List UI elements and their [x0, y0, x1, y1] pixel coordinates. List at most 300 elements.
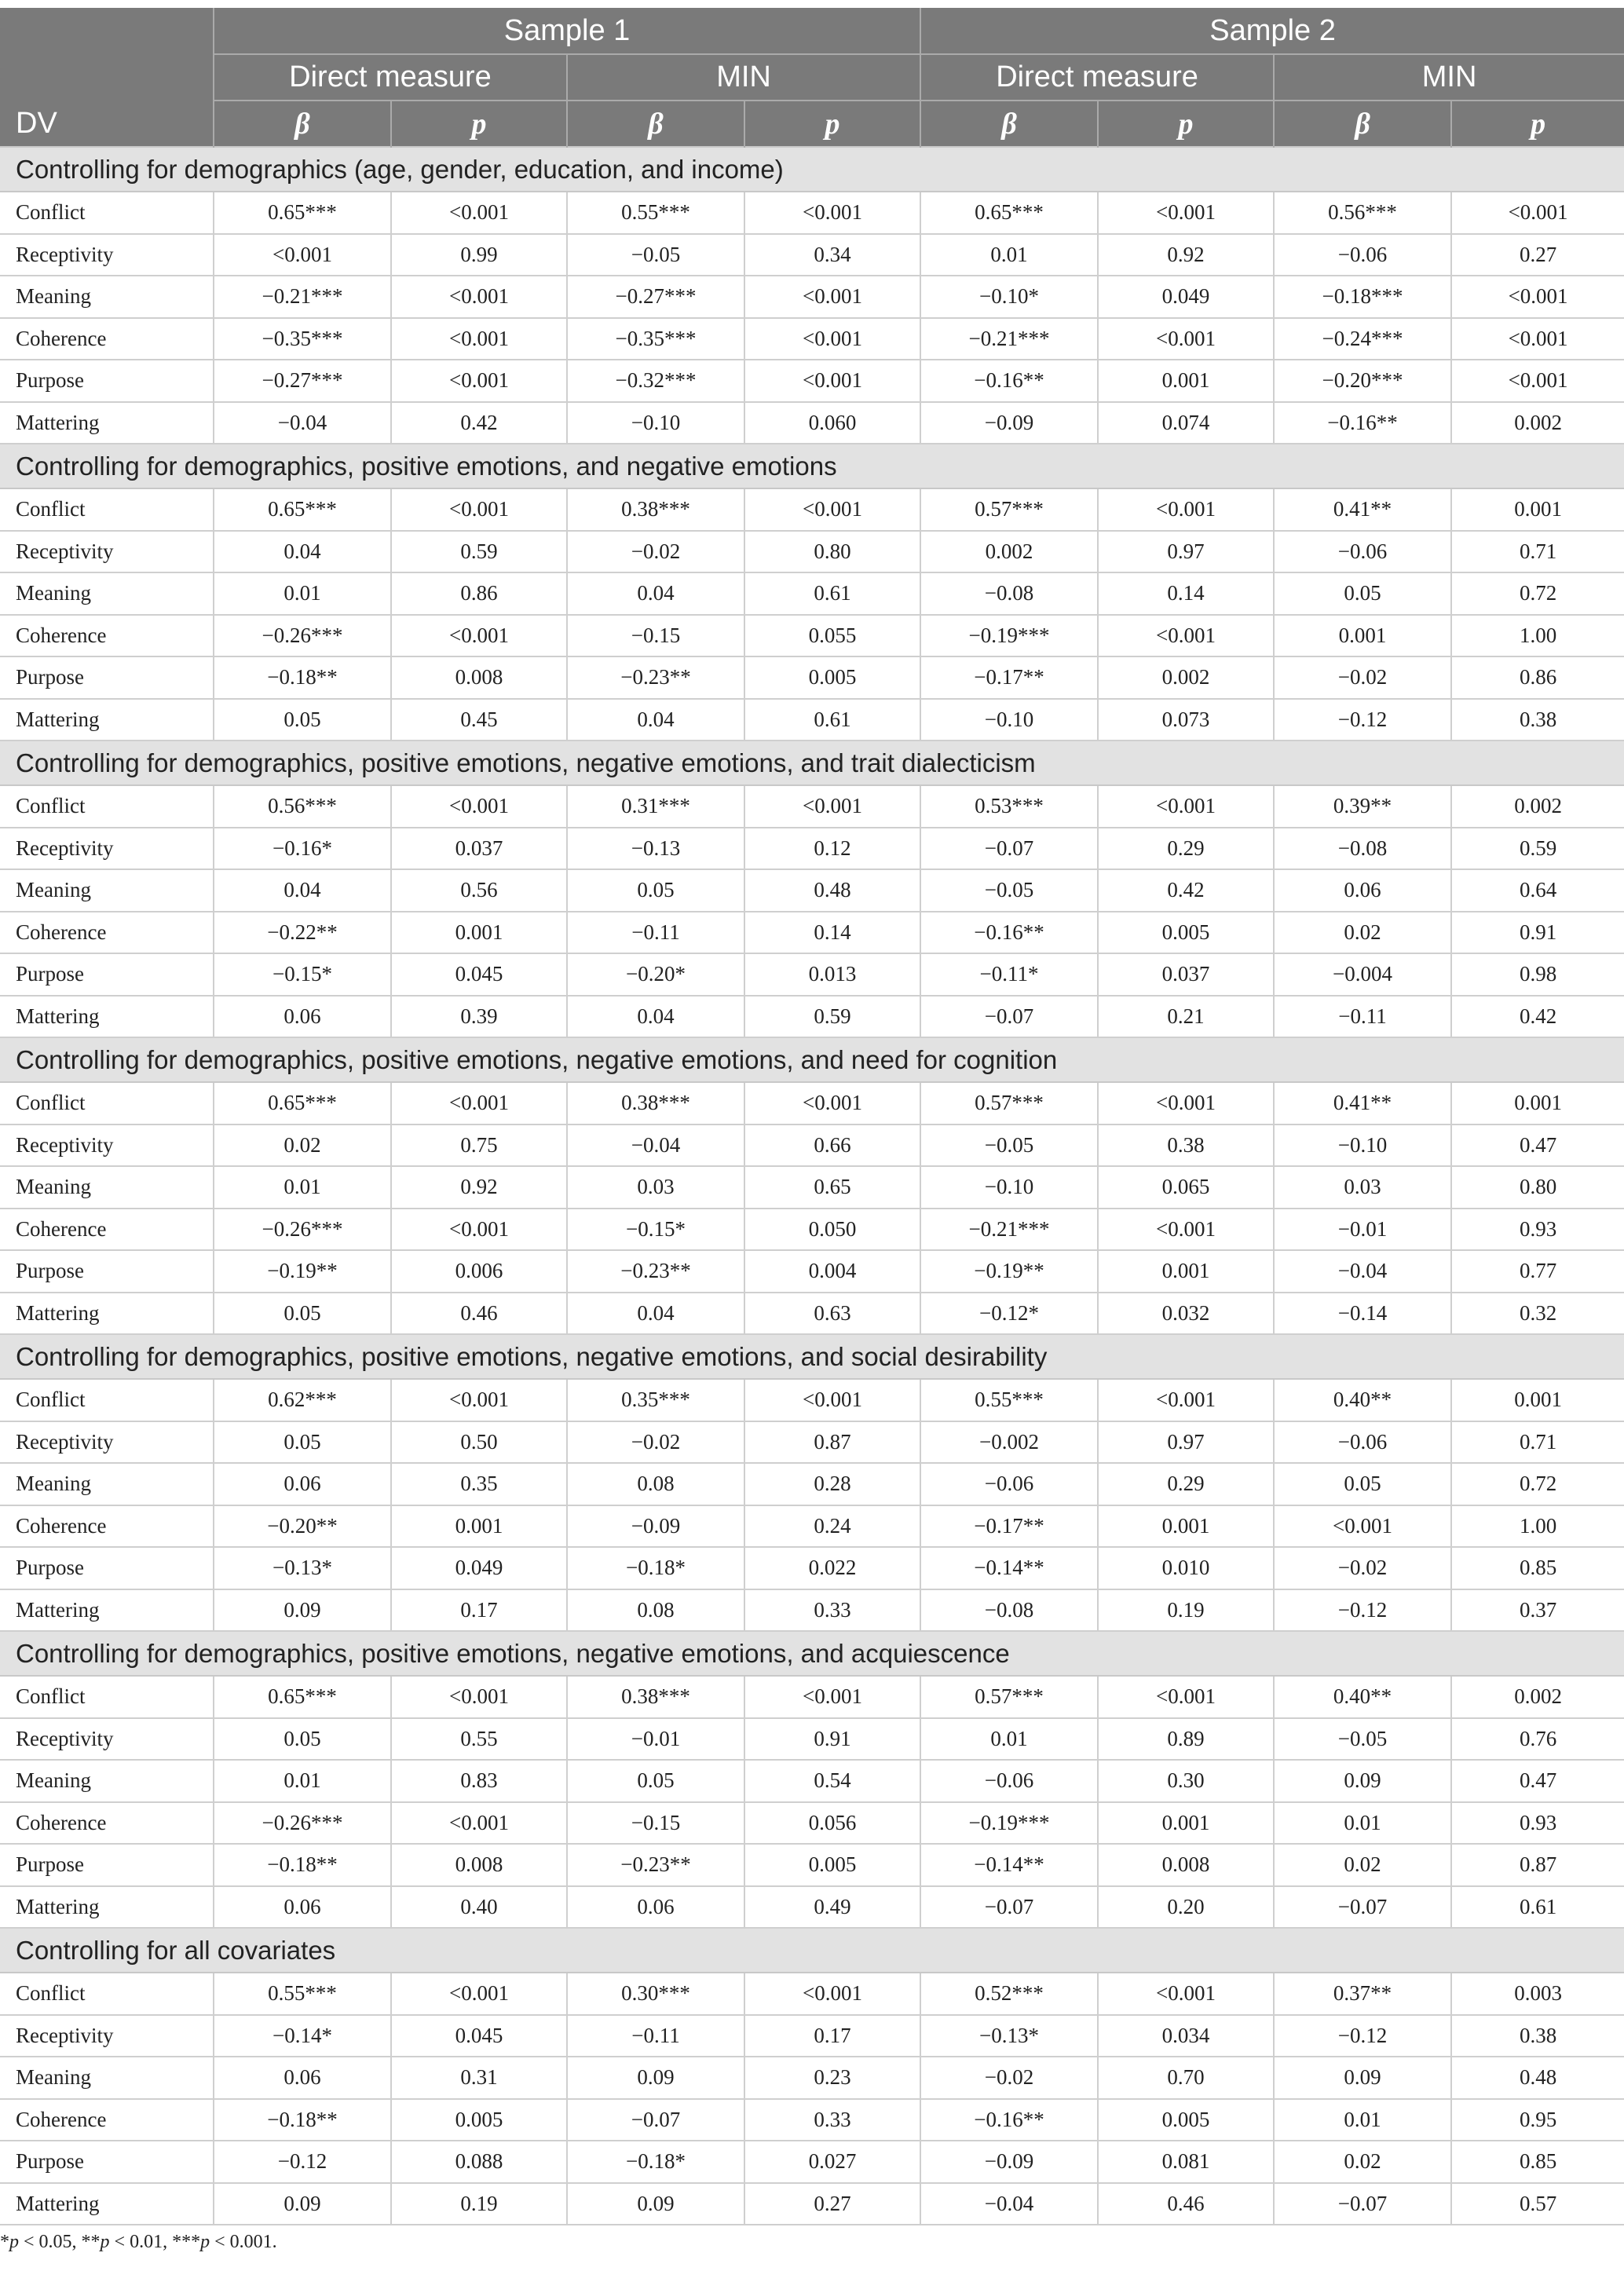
p-value-cell: 0.27: [744, 2183, 920, 2225]
table-row: [0, 1250, 1624, 1293]
beta-cell: 0.01: [920, 234, 1098, 276]
beta-cell: 0.38***: [567, 488, 744, 531]
beta-cell: 0.05: [567, 1760, 744, 1802]
section-header-row: [0, 741, 1624, 785]
beta-cell: −0.17**: [920, 656, 1098, 699]
beta-cell: −0.16*: [214, 828, 391, 870]
table-row: [0, 531, 1624, 573]
table-row: [0, 828, 1624, 870]
p-value-cell: 0.002: [1098, 656, 1274, 699]
p-value-cell: 0.19: [391, 2183, 567, 2225]
table-row: [0, 1676, 1624, 1718]
p-value-cell: 0.87: [744, 1421, 920, 1464]
beta-cell: 0.38***: [567, 1676, 744, 1718]
p-value-cell: 0.92: [1098, 234, 1274, 276]
p-value-cell: <0.001: [744, 1082, 920, 1125]
beta-cell: −0.08: [920, 1589, 1098, 1632]
p-value-cell: 0.89: [1098, 1718, 1274, 1761]
beta-cell: −0.11*: [920, 953, 1098, 996]
p-value-cell: 0.008: [391, 1844, 567, 1886]
beta-cell: 0.09: [567, 2183, 744, 2225]
dv-label-cell: Conflict: [0, 192, 214, 234]
beta-header: β: [214, 101, 391, 147]
p-value-cell: <0.001: [1451, 192, 1624, 234]
beta-cell: 0.41**: [1274, 1082, 1451, 1125]
section-title: Controlling for demographics, positive emotions, negative emotions, and trait dialecticism: [0, 741, 1624, 785]
beta-cell: 0.08: [567, 1589, 744, 1632]
section-header-row: [0, 444, 1624, 488]
p-value-cell: 0.001: [1451, 1082, 1624, 1125]
p-value-cell: 0.40: [391, 1886, 567, 1929]
header-row-samples: [0, 8, 1624, 54]
beta-cell: −0.07: [920, 828, 1098, 870]
p-value-cell: 0.004: [744, 1250, 920, 1293]
beta-cell: −0.11: [567, 912, 744, 954]
beta-cell: −0.23**: [567, 656, 744, 699]
p-value-cell: <0.001: [1451, 318, 1624, 360]
p-value-cell: 0.72: [1451, 572, 1624, 615]
p-value-cell: 0.001: [1098, 1802, 1274, 1845]
p-value-cell: 0.85: [1451, 1547, 1624, 1589]
p-value-cell: 0.005: [391, 2099, 567, 2141]
p-value-cell: 0.001: [391, 1505, 567, 1548]
p-value-cell: 0.99: [391, 234, 567, 276]
p-value-cell: 0.23: [744, 2057, 920, 2099]
beta-cell: 0.55***: [920, 1379, 1098, 1421]
p-value-cell: 0.31: [391, 2057, 567, 2099]
p-value-cell: 0.47: [1451, 1760, 1624, 1802]
p-value-cell: 0.48: [1451, 2057, 1624, 2099]
beta-cell: −0.12: [1274, 699, 1451, 741]
p-value-cell: 0.95: [1451, 2099, 1624, 2141]
p-value-cell: 0.64: [1451, 869, 1624, 912]
table-row: [0, 699, 1624, 741]
beta-cell: −0.09: [920, 2141, 1098, 2183]
table-body: [0, 147, 1624, 2225]
p-header: p: [1451, 101, 1624, 147]
dv-label-cell: Meaning: [0, 2057, 214, 2099]
dv-label-cell: Purpose: [0, 360, 214, 402]
p-value-cell: 0.037: [391, 828, 567, 870]
p-value-cell: 0.35: [391, 1463, 567, 1505]
beta-cell: −0.09: [567, 1505, 744, 1548]
beta-cell: −0.02: [567, 1421, 744, 1464]
p-value-cell: 0.001: [1451, 488, 1624, 531]
p-value-cell: 0.005: [1098, 2099, 1274, 2141]
beta-cell: 0.56***: [214, 785, 391, 828]
p-value-cell: 0.71: [1451, 1421, 1624, 1464]
beta-cell: −0.04: [567, 1125, 744, 1167]
p-value-cell: 1.00: [1451, 615, 1624, 657]
beta-cell: 0.57***: [920, 1082, 1098, 1125]
p-value-cell: 0.001: [1098, 1250, 1274, 1293]
p-value-cell: <0.001: [1098, 1676, 1274, 1718]
p-value-cell: 0.045: [391, 2015, 567, 2057]
beta-cell: −0.24***: [1274, 318, 1451, 360]
p-value-cell: 0.93: [1451, 1209, 1624, 1251]
dv-label-cell: Coherence: [0, 615, 214, 657]
beta-cell: −0.20*: [567, 953, 744, 996]
beta-cell: −0.20**: [214, 1505, 391, 1548]
beta-cell: −0.27***: [567, 276, 744, 318]
beta-cell: −0.12: [1274, 2015, 1451, 2057]
dv-label-cell: Coherence: [0, 1209, 214, 1251]
p-value-cell: 0.97: [1098, 1421, 1274, 1464]
p-value-cell: <0.001: [744, 1973, 920, 2015]
beta-cell: −0.32***: [567, 360, 744, 402]
table-row: [0, 1844, 1624, 1886]
p-value-cell: 0.002: [1451, 402, 1624, 444]
dv-label-cell: Purpose: [0, 1844, 214, 1886]
beta-cell: 0.06: [567, 1886, 744, 1929]
beta-cell: −0.21***: [920, 318, 1098, 360]
beta-cell: 0.09: [1274, 2057, 1451, 2099]
beta-cell: 0.62***: [214, 1379, 391, 1421]
beta-cell: 0.01: [920, 1718, 1098, 1761]
p-value-cell: 0.008: [391, 656, 567, 699]
p-value-cell: 0.055: [744, 615, 920, 657]
p-value-cell: 0.87: [1451, 1844, 1624, 1886]
p-value-cell: <0.001: [391, 1676, 567, 1718]
beta-cell: 0.05: [214, 699, 391, 741]
dv-label-cell: Receptivity: [0, 1125, 214, 1167]
p-value-cell: <0.001: [391, 1209, 567, 1251]
p-value-cell: 0.38: [1451, 2015, 1624, 2057]
p-value-cell: 0.32: [1451, 1293, 1624, 1335]
beta-cell: 0.56***: [1274, 192, 1451, 234]
beta-cell: −0.11: [1274, 996, 1451, 1038]
p-value-cell: <0.001: [1451, 276, 1624, 318]
table-row: [0, 488, 1624, 531]
beta-cell: −0.14**: [920, 1844, 1098, 1886]
beta-cell: 0.01: [214, 572, 391, 615]
dv-label-cell: Coherence: [0, 912, 214, 954]
p-value-cell: 0.003: [1451, 1973, 1624, 2015]
p-value-cell: <0.001: [1451, 360, 1624, 402]
p-value-cell: 0.074: [1098, 402, 1274, 444]
beta-cell: −0.14**: [920, 1547, 1098, 1589]
table-row: [0, 2015, 1624, 2057]
dv-label-cell: Purpose: [0, 1547, 214, 1589]
dv-label-cell: Conflict: [0, 1676, 214, 1718]
beta-cell: −0.19***: [920, 615, 1098, 657]
section-title: Controlling for demographics, positive emotions, negative emotions, and social desirability: [0, 1334, 1624, 1379]
p-value-cell: 0.001: [1098, 360, 1274, 402]
p-value-cell: 0.056: [744, 1802, 920, 1845]
p-value-cell: 0.049: [391, 1547, 567, 1589]
beta-cell: −0.20***: [1274, 360, 1451, 402]
beta-cell: −0.13*: [214, 1547, 391, 1589]
beta-cell: −0.26***: [214, 615, 391, 657]
p-value-cell: <0.001: [1098, 1209, 1274, 1251]
table-row: [0, 1421, 1624, 1464]
beta-cell: −0.02: [1274, 1547, 1451, 1589]
beta-cell: 0.65***: [920, 192, 1098, 234]
header-row-stats: [0, 101, 1624, 147]
measure-header: Direct measure: [920, 54, 1274, 101]
footnote-text: < 0.01, ***: [109, 2232, 201, 2252]
beta-cell: 0.05: [567, 869, 744, 912]
p-value-cell: 0.005: [744, 656, 920, 699]
p-value-cell: 0.75: [391, 1125, 567, 1167]
p-value-cell: <0.001: [1098, 318, 1274, 360]
dv-label-cell: Receptivity: [0, 234, 214, 276]
p-value-cell: 0.38: [1098, 1125, 1274, 1167]
beta-cell: −0.19***: [920, 1802, 1098, 1845]
beta-cell: −0.15*: [567, 1209, 744, 1251]
p-value-cell: 0.54: [744, 1760, 920, 1802]
beta-cell: −0.09: [920, 402, 1098, 444]
header-row-measures: [0, 54, 1624, 101]
p-value-cell: 0.80: [1451, 1166, 1624, 1209]
p-value-cell: 0.93: [1451, 1802, 1624, 1845]
p-value-cell: 0.97: [1098, 531, 1274, 573]
dv-label-cell: Mattering: [0, 1886, 214, 1929]
sample-1-header: Sample 1: [214, 8, 920, 54]
beta-cell: −0.16**: [920, 360, 1098, 402]
beta-cell: −0.13: [567, 828, 744, 870]
p-value-cell: 0.55: [391, 1718, 567, 1761]
measure-header: MIN: [567, 54, 920, 101]
beta-cell: −0.12: [214, 2141, 391, 2183]
beta-cell: −0.16**: [920, 2099, 1098, 2141]
dv-label-cell: Mattering: [0, 2183, 214, 2225]
beta-cell: −0.07: [1274, 1886, 1451, 1929]
p-value-cell: 0.59: [1451, 828, 1624, 870]
p-value-cell: 0.037: [1098, 953, 1274, 996]
beta-cell: 0.05: [214, 1718, 391, 1761]
dv-label-cell: Mattering: [0, 699, 214, 741]
p-value-cell: 0.98: [1451, 953, 1624, 996]
beta-cell: −0.05: [920, 869, 1098, 912]
beta-cell: −0.16**: [1274, 402, 1451, 444]
p-value-cell: 0.49: [744, 1886, 920, 1929]
p-value-cell: <0.001: [744, 192, 920, 234]
beta-cell: 0.52***: [920, 1973, 1098, 2015]
beta-cell: −0.10: [920, 1166, 1098, 1209]
dv-label-cell: Purpose: [0, 1250, 214, 1293]
table-row: [0, 276, 1624, 318]
section-header-row: [0, 1037, 1624, 1082]
p-value-cell: <0.001: [744, 1676, 920, 1718]
results-table: [0, 8, 1624, 2225]
dv-label-cell: Coherence: [0, 318, 214, 360]
beta-cell: −0.19**: [920, 1250, 1098, 1293]
p-value-cell: 0.86: [1451, 656, 1624, 699]
table-row: [0, 1463, 1624, 1505]
p-value-cell: 0.91: [1451, 912, 1624, 954]
p-value-cell: 0.001: [391, 912, 567, 954]
p-value-cell: 0.022: [744, 1547, 920, 1589]
p-value-cell: <0.001: [391, 1802, 567, 1845]
beta-cell: −0.05: [920, 1125, 1098, 1167]
table-row: [0, 2057, 1624, 2099]
beta-cell: −0.002: [920, 1421, 1098, 1464]
beta-cell: 0.04: [214, 869, 391, 912]
beta-cell: 0.05: [214, 1421, 391, 1464]
beta-cell: <0.001: [1274, 1505, 1451, 1548]
beta-cell: 0.08: [567, 1463, 744, 1505]
table-row: [0, 234, 1624, 276]
p-value-cell: <0.001: [744, 318, 920, 360]
beta-cell: −0.23**: [567, 1844, 744, 1886]
beta-cell: −0.16**: [920, 912, 1098, 954]
table-row: [0, 869, 1624, 912]
beta-cell: 0.01: [1274, 1802, 1451, 1845]
p-value-cell: 0.032: [1098, 1293, 1274, 1335]
section-header-row: [0, 1334, 1624, 1379]
beta-cell: −0.07: [920, 996, 1098, 1038]
p-value-cell: 0.005: [1098, 912, 1274, 954]
p-value-cell: 0.29: [1098, 1463, 1274, 1505]
beta-cell: 0.05: [1274, 1463, 1451, 1505]
p-value-cell: 0.065: [1098, 1166, 1274, 1209]
beta-cell: −0.15: [567, 1802, 744, 1845]
p-value-cell: 0.12: [744, 828, 920, 870]
beta-cell: −0.08: [920, 572, 1098, 615]
table-row: [0, 1886, 1624, 1929]
dv-label-cell: Conflict: [0, 785, 214, 828]
p-value-cell: 0.034: [1098, 2015, 1274, 2057]
table-row: [0, 1293, 1624, 1335]
beta-cell: 0.41**: [1274, 488, 1451, 531]
beta-cell: −0.22**: [214, 912, 391, 954]
p-value-cell: 0.65: [744, 1166, 920, 1209]
table-row: [0, 1802, 1624, 1845]
p-value-cell: 0.61: [744, 572, 920, 615]
beta-cell: 0.02: [1274, 1844, 1451, 1886]
beta-cell: −0.18**: [214, 656, 391, 699]
footnote-text: < 0.001.: [210, 2232, 277, 2252]
results-table-container: [0, 8, 1624, 2225]
beta-cell: −0.01: [567, 1718, 744, 1761]
table-footnote: [0, 2232, 277, 2253]
beta-cell: −0.35***: [567, 318, 744, 360]
p-value-cell: <0.001: [1098, 785, 1274, 828]
header-blank-cell: [0, 54, 214, 101]
beta-cell: 0.09: [1274, 1760, 1451, 1802]
beta-cell: 0.39**: [1274, 785, 1451, 828]
beta-cell: <0.001: [214, 234, 391, 276]
p-value-cell: 0.46: [1098, 2183, 1274, 2225]
p-value-cell: 0.72: [1451, 1463, 1624, 1505]
dv-label-cell: Conflict: [0, 1973, 214, 2015]
table-row: [0, 656, 1624, 699]
beta-cell: −0.06: [1274, 234, 1451, 276]
table-row: [0, 1379, 1624, 1421]
beta-cell: 0.35***: [567, 1379, 744, 1421]
beta-cell: 0.40**: [1274, 1676, 1451, 1718]
footnote-text: *: [0, 2232, 9, 2252]
p-value-cell: <0.001: [391, 192, 567, 234]
beta-cell: 0.55***: [567, 192, 744, 234]
p-value-cell: 0.19: [1098, 1589, 1274, 1632]
beta-cell: −0.02: [567, 531, 744, 573]
beta-cell: 0.57***: [920, 488, 1098, 531]
p-value-cell: <0.001: [1098, 1082, 1274, 1125]
beta-cell: −0.26***: [214, 1802, 391, 1845]
beta-cell: −0.10: [1274, 1125, 1451, 1167]
beta-cell: −0.21***: [214, 276, 391, 318]
beta-cell: 0.03: [1274, 1166, 1451, 1209]
section-header-row: [0, 1631, 1624, 1676]
p-value-cell: 0.081: [1098, 2141, 1274, 2183]
p-value-cell: 0.045: [391, 953, 567, 996]
table-row: [0, 402, 1624, 444]
sample-2-header: Sample 2: [920, 8, 1624, 54]
dv-label-cell: Mattering: [0, 996, 214, 1038]
beta-cell: −0.19**: [214, 1250, 391, 1293]
beta-cell: 0.02: [1274, 2141, 1451, 2183]
table-row: [0, 1973, 1624, 2015]
table-row: [0, 912, 1624, 954]
beta-cell: 0.06: [1274, 869, 1451, 912]
p-value-cell: 0.060: [744, 402, 920, 444]
p-value-cell: 0.17: [744, 2015, 920, 2057]
footnote-text: < 0.05, **: [19, 2232, 101, 2252]
dv-label-cell: Receptivity: [0, 828, 214, 870]
p-value-cell: 0.008: [1098, 1844, 1274, 1886]
p-value-cell: 0.46: [391, 1293, 567, 1335]
p-value-cell: 0.92: [391, 1166, 567, 1209]
beta-cell: 0.002: [920, 531, 1098, 573]
beta-cell: 0.04: [567, 572, 744, 615]
beta-cell: −0.01: [1274, 1209, 1451, 1251]
beta-cell: −0.23**: [567, 1250, 744, 1293]
dv-header: DV: [0, 101, 214, 147]
beta-header: β: [567, 101, 744, 147]
beta-cell: −0.10: [567, 402, 744, 444]
p-value-cell: <0.001: [1098, 488, 1274, 531]
p-value-cell: 0.66: [744, 1125, 920, 1167]
beta-cell: 0.09: [214, 2183, 391, 2225]
table-row: [0, 1166, 1624, 1209]
beta-cell: 0.30***: [567, 1973, 744, 2015]
p-value-cell: 0.21: [1098, 996, 1274, 1038]
p-value-cell: 0.013: [744, 953, 920, 996]
p-value-cell: 0.27: [1451, 234, 1624, 276]
dv-label-cell: Purpose: [0, 656, 214, 699]
p-value-cell: <0.001: [1098, 192, 1274, 234]
table-row: [0, 572, 1624, 615]
beta-cell: −0.07: [1274, 2183, 1451, 2225]
dv-label-cell: Meaning: [0, 869, 214, 912]
beta-cell: −0.04: [1274, 1250, 1451, 1293]
dv-label-cell: Receptivity: [0, 1718, 214, 1761]
beta-cell: −0.17**: [920, 1505, 1098, 1548]
beta-cell: −0.004: [1274, 953, 1451, 996]
p-value-cell: <0.001: [391, 318, 567, 360]
footnote-p: p: [100, 2232, 110, 2252]
table-row: [0, 1209, 1624, 1251]
p-value-cell: <0.001: [391, 1973, 567, 2015]
dv-label-cell: Coherence: [0, 2099, 214, 2141]
dv-label-cell: Meaning: [0, 1166, 214, 1209]
beta-cell: 0.03: [567, 1166, 744, 1209]
beta-cell: −0.21***: [920, 1209, 1098, 1251]
beta-cell: −0.04: [920, 2183, 1098, 2225]
p-value-cell: 0.39: [391, 996, 567, 1038]
p-value-cell: 0.42: [391, 402, 567, 444]
dv-label-cell: Meaning: [0, 1760, 214, 1802]
p-value-cell: 0.14: [744, 912, 920, 954]
table-row: [0, 2141, 1624, 2183]
table-row: [0, 2099, 1624, 2141]
p-value-cell: <0.001: [391, 1379, 567, 1421]
dv-label-cell: Mattering: [0, 402, 214, 444]
p-value-cell: <0.001: [744, 785, 920, 828]
beta-cell: 0.04: [567, 699, 744, 741]
